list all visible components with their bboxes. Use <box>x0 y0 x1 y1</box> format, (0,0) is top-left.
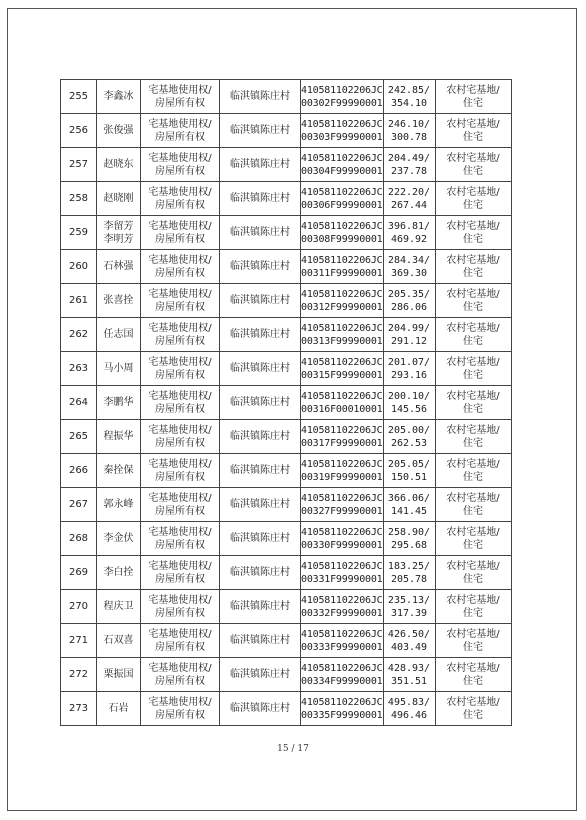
cell-area-text: 222.20/ 267.44 <box>387 186 431 211</box>
cell-right-type-text: 宅基地使用权/ 房屋所有权 <box>148 186 212 211</box>
table-row <box>61 556 512 590</box>
cell-unit-code-text: 410581102206JC 00332F99990001 <box>301 594 383 619</box>
cell-location <box>220 692 301 726</box>
table-row <box>61 454 512 488</box>
cell-owner-name <box>97 284 141 318</box>
cell-location-text: 临淇镇陈庄村 <box>230 227 290 238</box>
cell-right-type-text: 宅基地使用权/ 房屋所有权 <box>148 118 212 143</box>
cell-location-text: 临淇镇陈庄村 <box>230 193 290 204</box>
cell-location <box>220 80 301 114</box>
cell-right-type <box>141 216 220 250</box>
cell-row-number-text: 261 <box>68 295 89 306</box>
cell-area-text: 284.34/ 369.30 <box>387 254 431 279</box>
cell-area <box>383 658 435 692</box>
cell-location-text: 临淇镇陈庄村 <box>230 533 290 544</box>
cell-row-number <box>61 488 97 522</box>
cell-location-text: 临淇镇陈庄村 <box>230 159 290 170</box>
cell-area <box>383 80 435 114</box>
cell-owner-name-text: 秦拴保 <box>103 465 134 476</box>
cell-usage-text: 农村宅基地/ 住宅 <box>446 492 500 517</box>
cell-right-type-text: 宅基地使用权/ 房屋所有权 <box>148 696 212 721</box>
cell-row-number <box>61 318 97 352</box>
cell-owner-name <box>97 182 141 216</box>
cell-row-number-text: 263 <box>68 363 89 374</box>
cell-right-type-text: 宅基地使用权/ 房屋所有权 <box>148 526 212 551</box>
cell-owner-name-text: 李鑫冰 <box>103 91 134 102</box>
cell-location-text: 临淇镇陈庄村 <box>230 465 290 476</box>
cell-owner-name-text: 石双喜 <box>103 635 134 646</box>
cell-unit-code-text: 410581102206JC 00303F99990001 <box>301 118 383 143</box>
cell-unit-code-text: 410581102206JC 00331F99990001 <box>301 560 383 585</box>
cell-area <box>383 284 435 318</box>
cell-unit-code-text: 410581102206JC 00311F99990001 <box>301 254 383 279</box>
table-row <box>61 352 512 386</box>
cell-right-type-text: 宅基地使用权/ 房屋所有权 <box>148 356 212 381</box>
cell-unit-code <box>301 216 384 250</box>
cell-owner-name-text: 李金伏 <box>103 533 134 544</box>
cell-row-number-text: 267 <box>68 499 89 510</box>
cell-unit-code-text: 410581102206JC 00333F99990001 <box>301 628 383 653</box>
table-row <box>61 216 512 250</box>
cell-unit-code-text: 410581102206JC 00334F99990001 <box>301 662 383 687</box>
table-row <box>61 182 512 216</box>
cell-unit-code-text: 410581102206JC 00316F00010001 <box>301 390 383 415</box>
table-row <box>61 386 512 420</box>
cell-unit-code-text: 410581102206JC 00313F99990001 <box>301 322 383 347</box>
cell-unit-code-text: 410581102206JC 00330F99990001 <box>301 526 383 551</box>
cell-row-number <box>61 420 97 454</box>
cell-right-type <box>141 250 220 284</box>
cell-owner-name-text: 张俊强 <box>103 125 134 136</box>
cell-location-text: 临淇镇陈庄村 <box>230 669 290 680</box>
cell-unit-code <box>301 590 384 624</box>
cell-row-number-text: 272 <box>68 669 89 680</box>
cell-area-text: 201.07/ 293.16 <box>387 356 431 381</box>
cell-right-type <box>141 284 220 318</box>
cell-area-text: 204.99/ 291.12 <box>387 322 431 347</box>
cell-right-type-text: 宅基地使用权/ 房屋所有权 <box>148 458 212 483</box>
cell-right-type-text: 宅基地使用权/ 房屋所有权 <box>148 492 212 517</box>
table-row <box>61 522 512 556</box>
cell-usage <box>435 454 511 488</box>
cell-usage <box>435 80 511 114</box>
cell-location-text: 临淇镇陈庄村 <box>230 91 290 102</box>
cell-unit-code <box>301 692 384 726</box>
cell-unit-code <box>301 556 384 590</box>
cell-owner-name-text: 李白拴 <box>103 567 134 578</box>
cell-owner-name <box>97 148 141 182</box>
cell-right-type-text: 宅基地使用权/ 房屋所有权 <box>148 322 212 347</box>
cell-area <box>383 352 435 386</box>
cell-area-text: 205.00/ 262.53 <box>387 424 431 449</box>
cell-unit-code <box>301 284 384 318</box>
cell-area-text: 366.06/ 141.45 <box>387 492 431 517</box>
cell-right-type <box>141 182 220 216</box>
cell-area <box>383 420 435 454</box>
cell-usage-text: 农村宅基地/ 住宅 <box>446 424 500 449</box>
cell-owner-name <box>97 318 141 352</box>
cell-owner-name <box>97 522 141 556</box>
cell-usage <box>435 352 511 386</box>
cell-area <box>383 148 435 182</box>
cell-area <box>383 182 435 216</box>
cell-area <box>383 386 435 420</box>
cell-location <box>220 454 301 488</box>
cell-right-type <box>141 80 220 114</box>
cell-row-number <box>61 114 97 148</box>
cell-row-number <box>61 80 97 114</box>
cell-area-text: 258.90/ 295.68 <box>387 526 431 551</box>
cell-area-text: 495.83/ 496.46 <box>387 696 431 721</box>
cell-location-text: 临淇镇陈庄村 <box>230 567 290 578</box>
cell-owner-name <box>97 216 141 250</box>
cell-owner-name-text: 栗振国 <box>103 669 134 680</box>
cell-usage-text: 农村宅基地/ 住宅 <box>446 594 500 619</box>
cell-right-type <box>141 386 220 420</box>
cell-right-type <box>141 624 220 658</box>
cell-usage <box>435 216 511 250</box>
cell-location <box>220 420 301 454</box>
cell-right-type <box>141 692 220 726</box>
table-row <box>61 318 512 352</box>
cell-right-type-text: 宅基地使用权/ 房屋所有权 <box>148 84 212 109</box>
cell-right-type-text: 宅基地使用权/ 房屋所有权 <box>148 424 212 449</box>
cell-usage-text: 农村宅基地/ 住宅 <box>446 152 500 177</box>
cell-usage-text: 农村宅基地/ 住宅 <box>446 84 500 109</box>
cell-unit-code-text: 410581102206JC 00317F99990001 <box>301 424 383 449</box>
cell-row-number-text: 269 <box>68 567 89 578</box>
cell-usage-text: 农村宅基地/ 住宅 <box>446 220 500 245</box>
cell-right-type <box>141 556 220 590</box>
cell-owner-name-text: 马小周 <box>103 363 134 374</box>
cell-right-type <box>141 522 220 556</box>
cell-area-text: 183.25/ 205.78 <box>387 560 431 585</box>
cell-right-type <box>141 420 220 454</box>
cell-area-text: 205.35/ 286.06 <box>387 288 431 313</box>
cell-area-text: 200.10/ 145.56 <box>387 390 431 415</box>
cell-owner-name-text: 任志国 <box>103 329 134 340</box>
cell-area <box>383 318 435 352</box>
cell-unit-code <box>301 658 384 692</box>
cell-row-number <box>61 216 97 250</box>
cell-owner-name <box>97 80 141 114</box>
cell-unit-code-text: 410581102206JC 00312F99990001 <box>301 288 383 313</box>
cell-location <box>220 318 301 352</box>
cell-area <box>383 216 435 250</box>
cell-right-type-text: 宅基地使用权/ 房屋所有权 <box>148 628 212 653</box>
cell-owner-name-text: 李鹏华 <box>103 397 134 408</box>
cell-row-number-text: 257 <box>68 159 89 170</box>
cell-unit-code <box>301 114 384 148</box>
cell-right-type <box>141 352 220 386</box>
cell-area <box>383 454 435 488</box>
cell-row-number-text: 255 <box>68 91 89 102</box>
cell-area <box>383 522 435 556</box>
cell-location-text: 临淇镇陈庄村 <box>230 363 290 374</box>
cell-location-text: 临淇镇陈庄村 <box>230 261 290 272</box>
cell-right-type-text: 宅基地使用权/ 房屋所有权 <box>148 254 212 279</box>
cell-row-number-text: 264 <box>68 397 89 408</box>
cell-area-text: 205.05/ 150.51 <box>387 458 431 483</box>
cell-owner-name <box>97 658 141 692</box>
cell-unit-code-text: 410581102206JC 00319F99990001 <box>301 458 383 483</box>
cell-owner-name <box>97 556 141 590</box>
cell-usage-text: 农村宅基地/ 住宅 <box>446 322 500 347</box>
cell-area-text: 428.93/ 351.51 <box>387 662 431 687</box>
table-row <box>61 658 512 692</box>
table-row <box>61 624 512 658</box>
cell-row-number-text: 270 <box>68 601 89 612</box>
cell-location-text: 临淇镇陈庄村 <box>230 397 290 408</box>
cell-location <box>220 624 301 658</box>
table-row <box>61 420 512 454</box>
cell-unit-code <box>301 352 384 386</box>
cell-owner-name <box>97 624 141 658</box>
cell-row-number <box>61 590 97 624</box>
cell-unit-code <box>301 624 384 658</box>
cell-row-number-text: 262 <box>68 329 89 340</box>
cell-unit-code-text: 410581102206JC 00302F99990001 <box>301 84 383 109</box>
cell-row-number <box>61 284 97 318</box>
cell-row-number-text: 271 <box>68 635 89 646</box>
cell-row-number-text: 260 <box>68 261 89 272</box>
cell-usage <box>435 420 511 454</box>
cell-location <box>220 658 301 692</box>
cell-owner-name-text: 程振华 <box>103 431 134 442</box>
cell-row-number <box>61 658 97 692</box>
cell-unit-code <box>301 318 384 352</box>
cell-usage-text: 农村宅基地/ 住宅 <box>446 560 500 585</box>
cell-row-number <box>61 352 97 386</box>
cell-row-number-text: 259 <box>68 227 89 238</box>
cell-right-type-text: 宅基地使用权/ 房屋所有权 <box>148 390 212 415</box>
cell-owner-name <box>97 352 141 386</box>
cell-row-number <box>61 148 97 182</box>
cell-location <box>220 284 301 318</box>
table-row <box>61 148 512 182</box>
cell-usage <box>435 284 511 318</box>
cell-right-type <box>141 658 220 692</box>
cell-location <box>220 590 301 624</box>
table-row <box>61 284 512 318</box>
cell-location-text: 临淇镇陈庄村 <box>230 125 290 136</box>
cell-usage-text: 农村宅基地/ 住宅 <box>446 458 500 483</box>
table-row <box>61 250 512 284</box>
cell-location-text: 临淇镇陈庄村 <box>230 295 290 306</box>
cell-unit-code <box>301 182 384 216</box>
cell-owner-name-text: 石岩 <box>108 703 129 714</box>
cell-unit-code-text: 410581102206JC 00335F99990001 <box>301 696 383 721</box>
cell-right-type <box>141 114 220 148</box>
cell-right-type-text: 宅基地使用权/ 房屋所有权 <box>148 152 212 177</box>
cell-unit-code-text: 410581102206JC 00304F99990001 <box>301 152 383 177</box>
cell-owner-name <box>97 692 141 726</box>
cell-area <box>383 250 435 284</box>
cell-owner-name-text: 赵晓东 <box>103 159 134 170</box>
cell-usage-text: 农村宅基地/ 住宅 <box>446 288 500 313</box>
cell-owner-name <box>97 420 141 454</box>
cell-owner-name <box>97 114 141 148</box>
cell-area-text: 204.49/ 237.78 <box>387 152 431 177</box>
cell-row-number <box>61 692 97 726</box>
cell-location-text: 临淇镇陈庄村 <box>230 499 290 510</box>
cell-usage <box>435 522 511 556</box>
cell-owner-name-text: 赵晓刚 <box>103 193 134 204</box>
cell-usage <box>435 556 511 590</box>
cell-right-type-text: 宅基地使用权/ 房屋所有权 <box>148 594 212 619</box>
cell-location <box>220 216 301 250</box>
cell-usage-text: 农村宅基地/ 住宅 <box>446 390 500 415</box>
cell-area-text: 242.85/ 354.10 <box>387 84 431 109</box>
cell-right-type <box>141 148 220 182</box>
cell-unit-code <box>301 522 384 556</box>
cell-unit-code-text: 410581102206JC 00315F99990001 <box>301 356 383 381</box>
cell-row-number-text: 266 <box>68 465 89 476</box>
cell-area <box>383 556 435 590</box>
cell-usage <box>435 692 511 726</box>
cell-usage-text: 农村宅基地/ 住宅 <box>446 696 500 721</box>
cell-location <box>220 182 301 216</box>
cell-location-text: 临淇镇陈庄村 <box>230 601 290 612</box>
cell-location <box>220 522 301 556</box>
cell-location-text: 临淇镇陈庄村 <box>230 635 290 646</box>
cell-usage <box>435 590 511 624</box>
cell-row-number-text: 265 <box>68 431 89 442</box>
cell-usage-text: 农村宅基地/ 住宅 <box>446 526 500 551</box>
cell-location <box>220 386 301 420</box>
cell-owner-name-text: 郭永峰 <box>103 499 134 510</box>
cell-area-text: 396.81/ 469.92 <box>387 220 431 245</box>
cell-usage-text: 农村宅基地/ 住宅 <box>446 356 500 381</box>
cell-usage-text: 农村宅基地/ 住宅 <box>446 118 500 143</box>
cell-right-type-text: 宅基地使用权/ 房屋所有权 <box>148 220 212 245</box>
cell-owner-name <box>97 454 141 488</box>
cell-unit-code <box>301 454 384 488</box>
registration-table <box>60 79 512 726</box>
cell-owner-name <box>97 386 141 420</box>
cell-usage <box>435 148 511 182</box>
cell-row-number-text: 268 <box>68 533 89 544</box>
cell-usage-text: 农村宅基地/ 住宅 <box>446 186 500 211</box>
cell-usage <box>435 658 511 692</box>
cell-area-text: 235.13/ 317.39 <box>387 594 431 619</box>
cell-usage-text: 农村宅基地/ 住宅 <box>446 662 500 687</box>
cell-row-number-text: 256 <box>68 125 89 136</box>
cell-owner-name-text: 张喜拴 <box>103 295 134 306</box>
cell-area <box>383 488 435 522</box>
table-row <box>61 692 512 726</box>
cell-owner-name <box>97 250 141 284</box>
table-row <box>61 488 512 522</box>
cell-area-text: 246.10/ 300.78 <box>387 118 431 143</box>
cell-location <box>220 114 301 148</box>
cell-area <box>383 114 435 148</box>
cell-row-number <box>61 624 97 658</box>
cell-usage-text: 农村宅基地/ 住宅 <box>446 254 500 279</box>
cell-usage-text: 农村宅基地/ 住宅 <box>446 628 500 653</box>
cell-unit-code-text: 410581102206JC 00327F99990001 <box>301 492 383 517</box>
table-body <box>61 80 512 726</box>
cell-right-type <box>141 590 220 624</box>
table-row <box>61 590 512 624</box>
cell-unit-code <box>301 386 384 420</box>
cell-row-number-text: 258 <box>68 193 89 204</box>
cell-area <box>383 692 435 726</box>
cell-location <box>220 352 301 386</box>
cell-owner-name-text: 程庆卫 <box>103 601 134 612</box>
cell-right-type-text: 宅基地使用权/ 房屋所有权 <box>148 662 212 687</box>
cell-unit-code <box>301 148 384 182</box>
cell-usage <box>435 318 511 352</box>
cell-usage <box>435 250 511 284</box>
cell-unit-code <box>301 80 384 114</box>
cell-unit-code <box>301 488 384 522</box>
cell-usage <box>435 182 511 216</box>
cell-area <box>383 590 435 624</box>
cell-row-number <box>61 182 97 216</box>
cell-right-type-text: 宅基地使用权/ 房屋所有权 <box>148 560 212 585</box>
cell-location <box>220 556 301 590</box>
cell-location <box>220 488 301 522</box>
cell-owner-name <box>97 488 141 522</box>
cell-area-text: 426.50/ 403.49 <box>387 628 431 653</box>
page-number: 15 / 17 <box>277 744 309 754</box>
cell-right-type <box>141 488 220 522</box>
cell-row-number <box>61 250 97 284</box>
cell-area <box>383 624 435 658</box>
cell-owner-name-text: 石林强 <box>103 261 134 272</box>
cell-right-type <box>141 318 220 352</box>
cell-row-number-text: 273 <box>68 703 89 714</box>
cell-usage <box>435 624 511 658</box>
cell-right-type-text: 宅基地使用权/ 房屋所有权 <box>148 288 212 313</box>
cell-location-text: 临淇镇陈庄村 <box>230 703 290 714</box>
cell-row-number <box>61 522 97 556</box>
cell-owner-name-text: 李留芳 李明芳 <box>103 220 134 245</box>
cell-usage <box>435 386 511 420</box>
cell-unit-code <box>301 420 384 454</box>
cell-location <box>220 148 301 182</box>
cell-right-type <box>141 454 220 488</box>
cell-usage <box>435 488 511 522</box>
cell-location-text: 临淇镇陈庄村 <box>230 329 290 340</box>
cell-location-text: 临淇镇陈庄村 <box>230 431 290 442</box>
cell-unit-code <box>301 250 384 284</box>
cell-owner-name <box>97 590 141 624</box>
cell-unit-code-text: 410581102206JC 00308F99990001 <box>301 220 383 245</box>
table-row <box>61 80 512 114</box>
cell-row-number <box>61 454 97 488</box>
cell-unit-code-text: 410581102206JC 00306F99990001 <box>301 186 383 211</box>
table-row <box>61 114 512 148</box>
cell-location <box>220 250 301 284</box>
cell-row-number <box>61 556 97 590</box>
cell-usage <box>435 114 511 148</box>
cell-row-number <box>61 386 97 420</box>
